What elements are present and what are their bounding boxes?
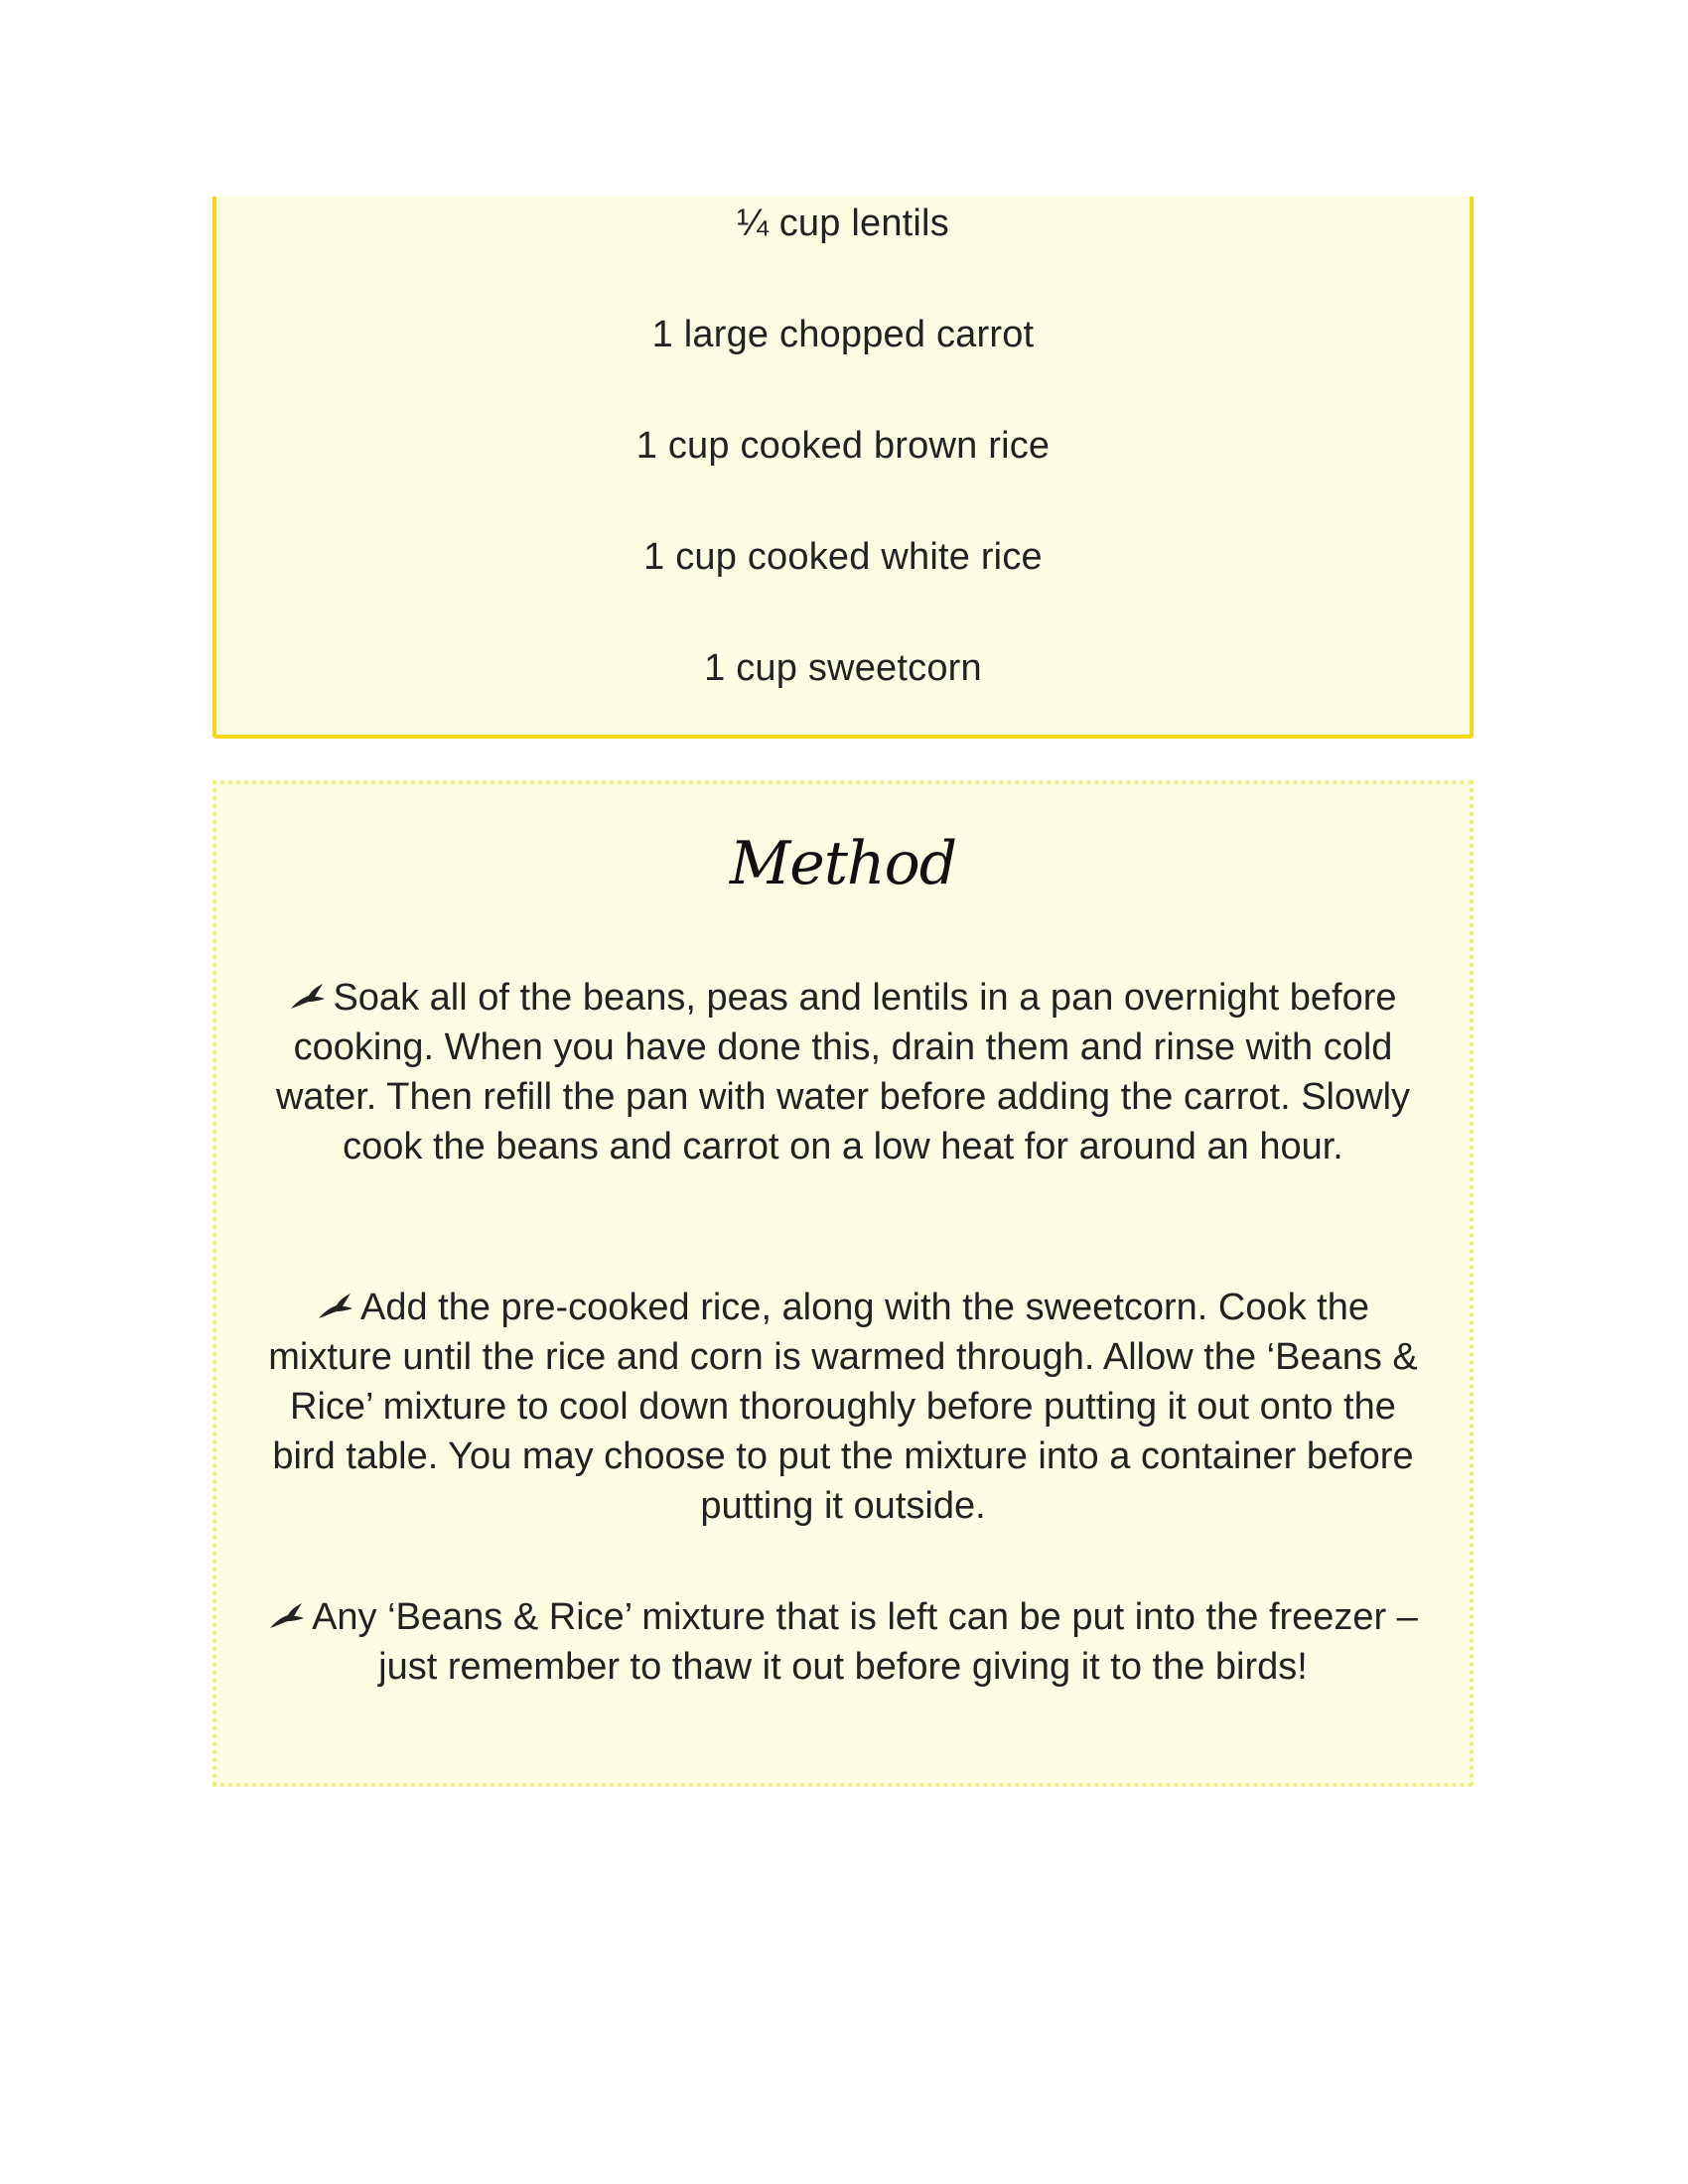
method-step (256, 1283, 1430, 1531)
ingredient-item: 1 cup cooked brown rice (635, 425, 1051, 467)
method-box (212, 780, 1474, 1787)
bird-icon (289, 982, 327, 1012)
ingredient-item: ¼ cup lentils (737, 203, 949, 244)
method-step-text: Soak all of the beans, peas and lentils in a pan overnight before cooking. When you have done this, drain them and rinse with cold water. Then refill the pan with water before adding the carrot. Slowly cook the beans and carrot on a low heat for around an hour. (275, 977, 1411, 1167)
method-heading: Method (729, 829, 957, 898)
ingredients-box (212, 197, 1474, 739)
ingredient-item: 1 large chopped carrot (651, 314, 1035, 355)
method-step-text: Add the pre-cooked rice, along with the sweetcorn. Cook the mixture until the rice and corn is warmed through. Allow the ‘Beans & Rice’ mixture to cool down thoroughly before putting it out onto the bird table. You may choose to put the mixture into a container before putting it outside. (268, 1287, 1418, 1527)
method-step (256, 1592, 1430, 1692)
ingredient-item: 1 cup sweetcorn (704, 647, 982, 689)
method-step-text: Any ‘Beans & Rice’ mixture that is left can be put into the freezer – just remember to thaw it out before giving it to the birds! (312, 1596, 1418, 1688)
bird-icon (317, 1292, 354, 1321)
bird-icon (268, 1601, 306, 1631)
method-step (256, 973, 1430, 1171)
ingredient-item: 1 cup cooked white rice (643, 536, 1043, 578)
